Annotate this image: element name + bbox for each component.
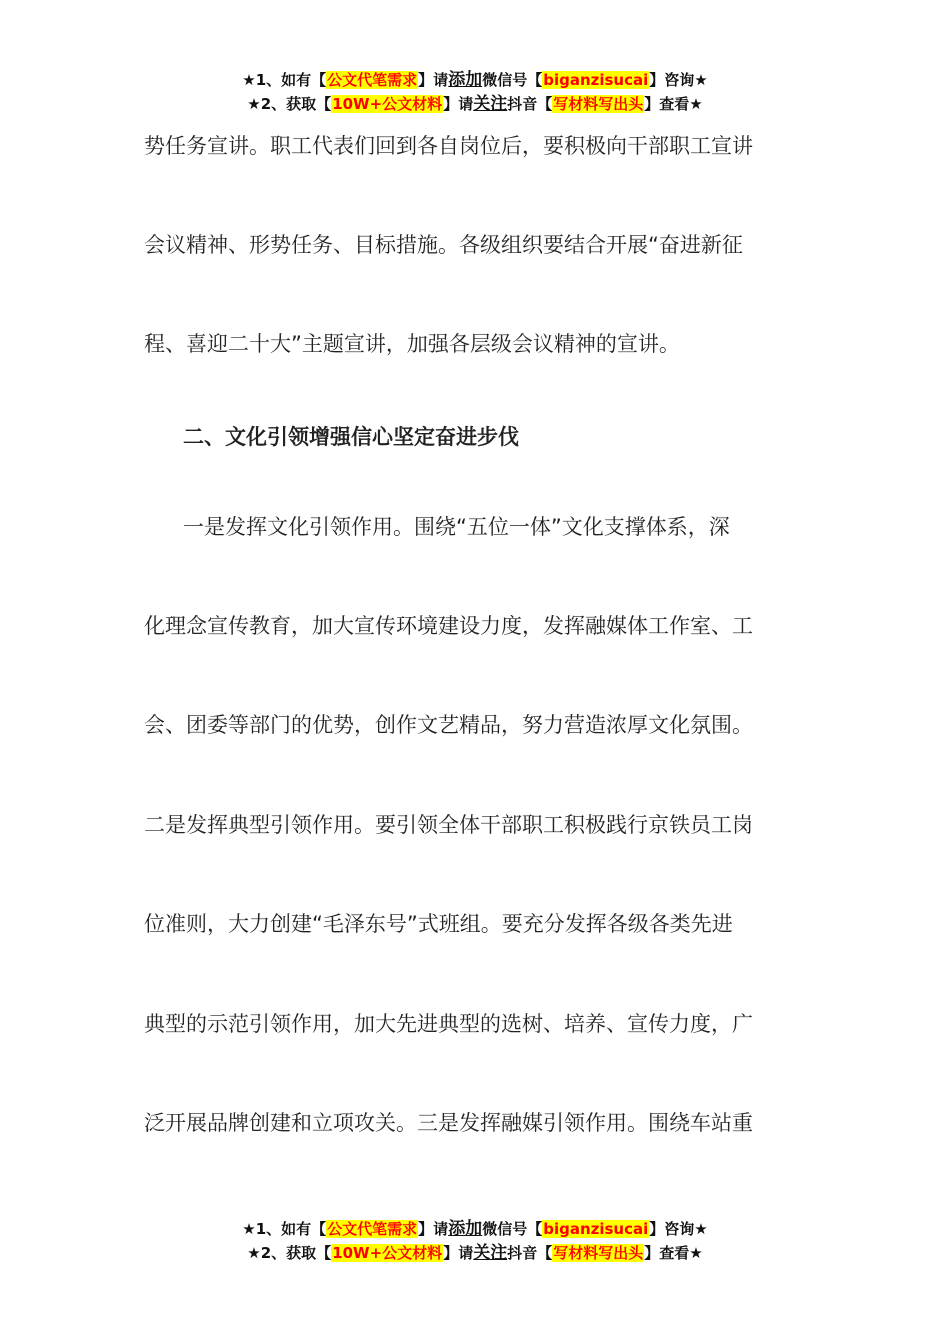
banner-line-1: ★1、如有【公文代笔需求】请添加微信号【biganzisucai】咨询★	[242, 70, 708, 90]
emphasis-add: 添加	[448, 70, 483, 90]
highlight-materials: 10W+公文材料	[332, 1244, 443, 1262]
text-line: 化理念宣传教育，加大宣传环境建设力度，发挥融媒体工作室、工	[144, 614, 753, 638]
banner-line-2: ★2、获取【10W+公文材料】请关注抖音【写材料写出头】查看★	[247, 94, 703, 114]
highlight-douyin-id: 写材料写出头	[553, 1244, 644, 1262]
text-line: 会议精神、形势任务、目标措施。各级组织要结合开展“奋进新征	[144, 233, 743, 257]
text-line: 一是发挥文化引领作用。围绕“五位一体”文化支撑体系，深	[183, 515, 730, 539]
highlight-service: 公文代笔需求	[327, 71, 418, 89]
banner-line-1: ★1、如有【公文代笔需求】请添加微信号【biganzisucai】咨询★	[242, 1219, 708, 1239]
emphasis-follow: 关注	[473, 1243, 508, 1263]
highlight-douyin-id: 写材料写出头	[553, 95, 644, 113]
section-heading: 二、文化引领增强信心坚定奋进步伐	[183, 425, 519, 449]
text-line: 二是发挥典型引领作用。要引领全体干部职工积极践行京铁员工岗	[144, 813, 753, 837]
highlight-service: 公文代笔需求	[327, 1220, 418, 1238]
header-banner	[0, 68, 950, 116]
highlight-wechat-id: biganzisucai	[543, 1220, 649, 1238]
text-line: 会、团委等部门的优势，创作文艺精品，努力营造浓厚文化氛围。	[144, 713, 753, 737]
text-line: 程、喜迎二十大”主题宣讲，加强各层级会议精神的宣讲。	[144, 332, 680, 356]
highlight-wechat-id: biganzisucai	[543, 71, 649, 89]
text-line: 泛开展品牌创建和立项攻关。三是发挥融媒引领作用。围绕车站重	[144, 1111, 753, 1135]
highlight-materials: 10W+公文材料	[332, 95, 443, 113]
emphasis-add: 添加	[448, 1219, 483, 1239]
text-line: 势任务宣讲。职工代表们回到各自岗位后，要积极向干部职工宣讲	[144, 134, 753, 158]
footer-banner	[0, 1217, 950, 1265]
emphasis-follow: 关注	[473, 94, 508, 114]
text-line: 位准则，大力创建“毛泽东号”式班组。要充分发挥各级各类先进	[144, 912, 733, 936]
text-line: 典型的示范引领作用，加大先进典型的选树、培养、宣传力度，广	[144, 1012, 753, 1036]
banner-line-2: ★2、获取【10W+公文材料】请关注抖音【写材料写出头】查看★	[247, 1243, 703, 1263]
